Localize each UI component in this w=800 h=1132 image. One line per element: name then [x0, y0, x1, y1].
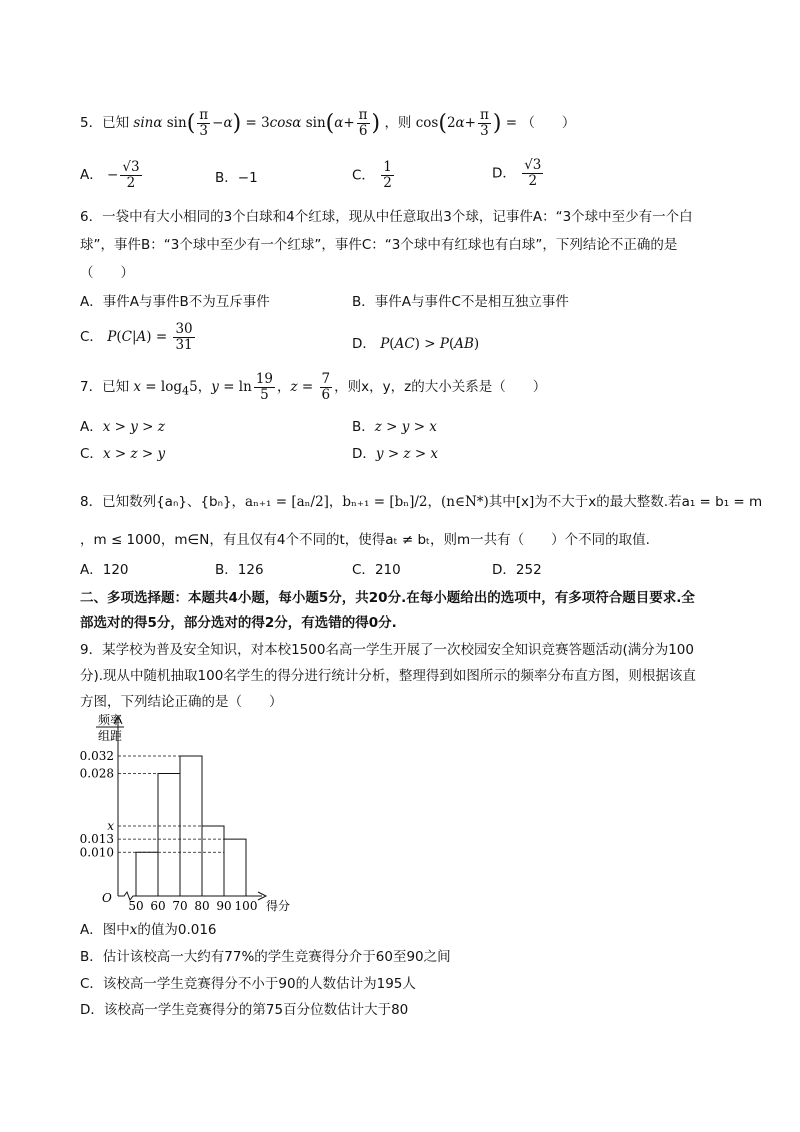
x-tick-label: 100: [234, 899, 258, 912]
q5-stem: 5．已知 sinα sin( $\frac{\pi}{3}$ −α) = 3cosα sin(α+ $\frac{\pi}{6}$ ) ，则 cos(2α+ $\frac{\pi}{3}$ ) = （ ）: [80, 107, 576, 139]
q9-option-c[interactable]: C．该校高一学生竞赛得分不小于90的人数估计为195人: [80, 976, 416, 992]
section-heading-line-2: 部选对的得5分，部分选对的得2分，有选错的得0分.: [80, 615, 397, 631]
origin-label: O: [102, 891, 112, 905]
q9-line-3: 方图，下列结论正确的是（ ）: [80, 694, 283, 710]
q5-target: cos(2α+ $\frac{\pi}{3}$ ) =: [415, 107, 518, 139]
q6-option-d-expr: P(AC) > P(AB): [380, 336, 480, 352]
q8-recurrence: aₙ₊₁ = [aₙ/2]，bₙ₊₁ = [bₙ]/2，(n∈N*): [245, 494, 489, 510]
q5-option-a[interactable]: A． − $\frac{√3}{2}$: [80, 160, 144, 191]
q7-expression: $x = \log_45$，y = ln $\frac{19}{5}$ ，z = $\frac{7}{6}$: [133, 371, 331, 403]
y-tick-label: 0.028: [79, 766, 114, 781]
histogram-bar: [158, 774, 180, 897]
q5-option-c[interactable]: C． $\frac{1}{2}$: [352, 159, 392, 191]
frequency-histogram: [60, 712, 320, 912]
q7-option-a[interactable]: A．x > y > z: [80, 419, 165, 435]
q5-option-b[interactable]: B．−1: [215, 170, 258, 186]
q6-option-a[interactable]: A．事件A与事件B不为互斥事件: [80, 294, 270, 310]
histogram-bar: [202, 826, 224, 896]
q5-option-c-value: $\frac{1}{2}$: [383, 159, 392, 191]
y-tick-label: 0.013: [79, 832, 114, 847]
x-tick-label: 50: [128, 899, 144, 912]
q7-option-d[interactable]: D．y > z > x: [352, 446, 439, 462]
y-label-top: 频率: [98, 713, 123, 727]
y-label-bottom: 组距: [98, 729, 123, 743]
y-tick-label: 0.032: [79, 749, 114, 763]
q8-option-b[interactable]: B．126: [215, 562, 264, 578]
q8-line-1: 8．已知数列{aₙ}、{bₙ}，aₙ₊₁ = [aₙ/2]，bₙ₊₁ = [bₙ]/2，(n∈N*)其中[x]为不大于x的最大整数.若a₁ = b₁ = m: [80, 494, 763, 510]
q9-option-a[interactable]: A．图中x的值为0.016: [80, 922, 217, 938]
q7-option-b[interactable]: B．z > y > x: [352, 419, 437, 435]
y-tick-label: x: [107, 819, 114, 833]
histogram-bar: [224, 839, 246, 896]
section-heading-line-1: 二、多项选择题：本题共4小题，每小题5分，共20分.在每小题给出的选项中，有多项符合题目要求.全: [80, 590, 695, 606]
q9-option-b[interactable]: B．估计该校高一大约有77%的学生竞赛得分介于60至90之间: [80, 949, 451, 965]
x-axis-label: 得分: [266, 899, 291, 912]
q7-stem: 7．已知 $x = \log_45$，y = ln $\frac{19}{5}$ ，z = $\frac{7}{6}$ ，则x，y，z的大小关系是（ ）: [80, 371, 547, 403]
q8-option-a[interactable]: A．120: [80, 562, 129, 578]
q6-line-3: （ ）: [80, 265, 134, 281]
x-tick-label: 80: [194, 899, 210, 912]
q5-option-d[interactable]: D． $\frac{√3}{2}$: [492, 157, 542, 189]
q5-expression: sinα sin( $\frac{\pi}{3}$ −α) = 3cosα sin(α+ $\frac{\pi}{6}$ ): [133, 107, 381, 139]
x-tick-label: 90: [216, 899, 232, 912]
y-tick-label: 0.010: [79, 845, 114, 860]
q5-option-d-value: $\frac{√3}{2}$: [524, 157, 542, 189]
q5-option-a-value: − $\frac{√3}{2}$: [107, 159, 140, 191]
q8-option-c[interactable]: C．210: [352, 562, 401, 578]
histogram-bar: [136, 852, 158, 896]
q9-line-1: 9．某学校为普及安全知识，对本校1500名高一学生开展了一次校园安全知识竞赛答题活动(满分为100: [80, 642, 694, 658]
q8-line-2: ，m ≤ 1000，m∈N，有且仅有4个不同的t，使得aₜ ≠ bₜ，则m一共有（ ）个不同的取值.: [80, 532, 650, 548]
q7-option-c[interactable]: C．x > z > y: [80, 446, 166, 462]
q6-option-d[interactable]: D． P(AC) > P(AB): [352, 336, 480, 352]
q6-option-b[interactable]: B．事件A与事件C不是相互独立事件: [352, 294, 569, 310]
q8-option-d[interactable]: D．252: [492, 562, 542, 578]
x-tick-label: 60: [150, 899, 166, 912]
x-tick-label: 70: [172, 899, 188, 912]
q9-option-d[interactable]: D．该校高一学生竞赛得分的第75百分位数估计大于80: [80, 1002, 409, 1018]
q9-line-2: 分).现从中随机抽取100名学生的得分进行统计分析，整理得到如图所示的频率分布直方图，则根据该直: [80, 668, 696, 684]
q6-option-c-expr: P(C|A) = $\frac{30}{31}$: [107, 321, 193, 353]
q6-line-2: 球”，事件B：“3个球中至少有一个红球”，事件C：“3个球中有红球也有白球”，下列结论不正确的是: [80, 237, 678, 253]
q6-option-c[interactable]: C． P(C|A) = $\frac{30}{31}$: [80, 322, 197, 353]
q6-line-1: 6．一袋中有大小相同的3个白球和4个红球，现从中任意取出3个球，记事件A：“3个球中至少有一个白: [80, 209, 693, 225]
